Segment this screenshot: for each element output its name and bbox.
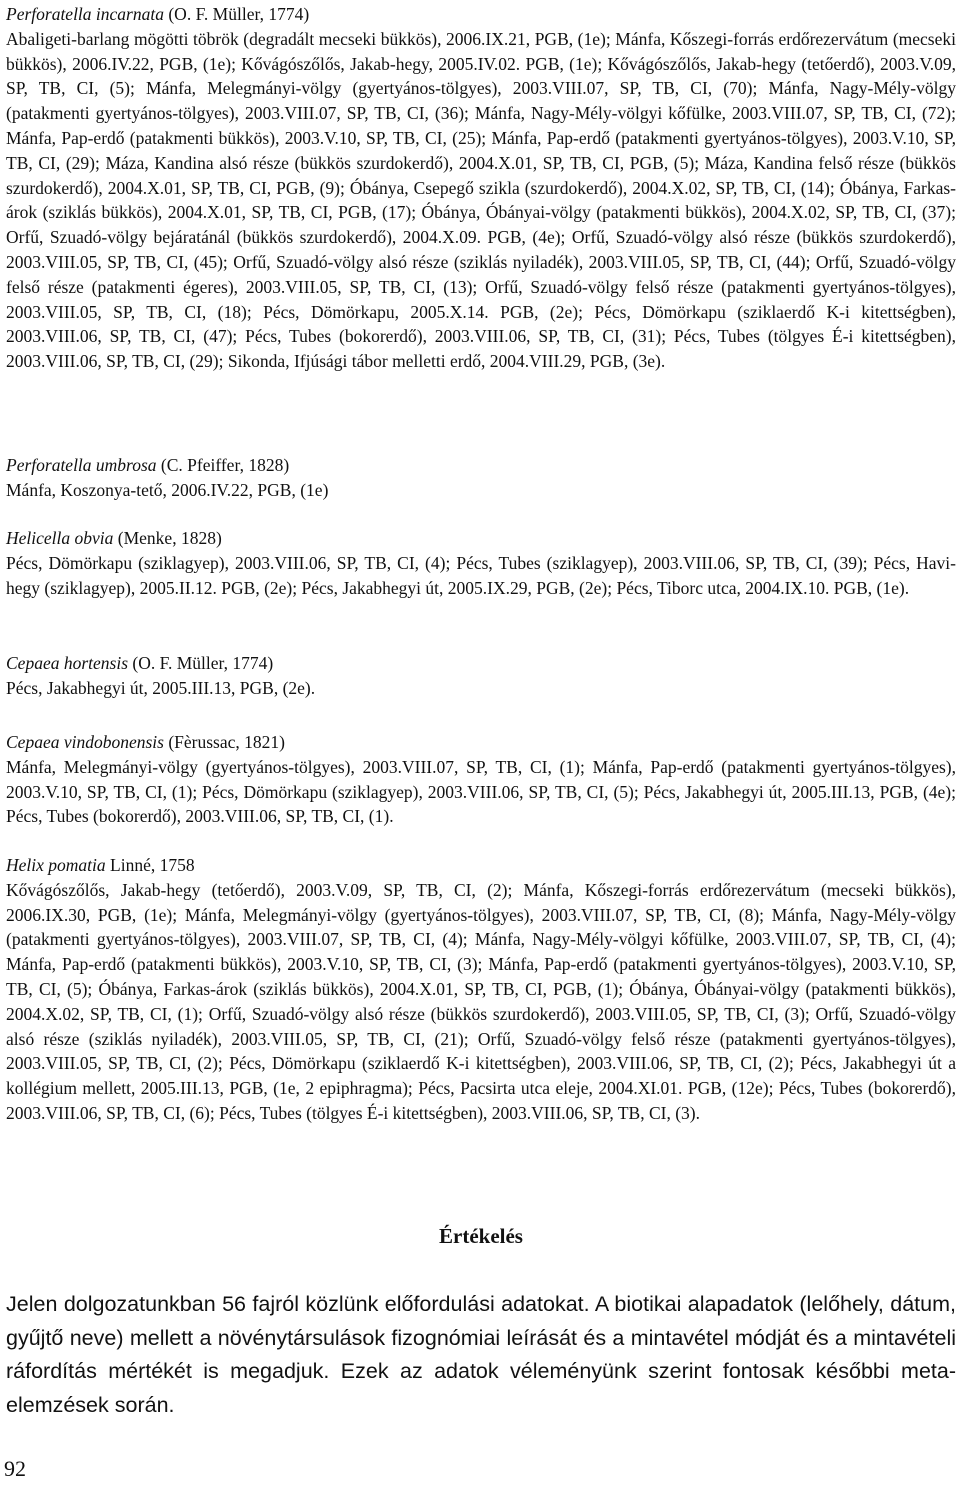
species-records: Pécs, Dömörkapu (sziklagyep), 2003.VIII.06, SP, TB, CI, (4); Pécs, Tubes (sziklagyep), 2003.VIII.06, SP, TB, CI, (39); Pécs, Havi-hegy (sziklagyep), 2005.II.12. PGB, (2e); Pécs, Jakabhegyi út, 2005.IX.29, PGB, (2e); Pécs, Tiborc utca, 2004.IX.10. PGB, (1e).	[6, 552, 956, 598]
species-heading	[6, 526, 956, 551]
species-name: Cepaea vindobonensis	[6, 732, 164, 752]
conclusion-paragraph: Jelen dolgozatunkban 56 fajról közlünk előfordulási adatokat. A biotikai alapadatok (lelőhely, dátum, gyűjtő neve) mellett a növénytársulások fizognómiai leírását és a mintavétel módját és a mintavételi ráfordítás mértékét is megadjuk. Ezek az adatok véleményünk szerint fontosak későbbi meta-elemzések során.	[6, 1292, 956, 1417]
species-records: Kővágószőlős, Jakab-hegy (tetőerdő), 2003.V.09, SP, TB, CI, (2); Mánfa, Kőszegi-forrás erdőrezervátum (mecseki bükkös), 2006.IX.30, PGB, (1e); Mánfa, Melegmányi-völgy (gyertyános-tölgyes), 2003.VIII.07, SP, TB, CI, (8); Mánfa, Nagy-Mély-völgy (patakmenti gyertyános-tölgyes), 2003.VIII.07, SP, TB, CI, (4); Mánfa, Nagy-Mély-völgyi kőfülke, 2003.VIII.07, SP, TB, CI, (4); Mánfa, Pap-erdő (patakmenti bükkös), 2003.V.10, SP, TB, CI, (3); Mánfa, Pap-erdő (patakmenti gyertyános-tölgyes), 2003.V.10, SP, TB, CI, (5); Óbánya, Farkas-árok (sziklás bükkös), 2004.X.01, SP, TB, CI, PGB, (1); Óbánya, Óbányai-völgy (patakmenti bükkös), 2004.X.02, SP, TB, CI, (1); Orfű, Szuadó-völgy alsó része (bükkös szurdokerdő), 2003.VIII.05, SP, TB, CI, (3); Orfű, Szuadó-völgy alsó része (sziklás nyiladék), 2003.VIII.05, SP, TB, CI, (21); Orfű, Szuadó-völgy felső része (patakmenti gyertyános-tölgyes), 2003.VIII.05, SP, TB, CI, (2); Pécs, Dömörkapu (sziklaerdő K-i kitettségben), 2003.VIII.06, SP, TB, CI, (2); Pécs, Jakabhegyi út a kollégium mellett, 2005.III.13, PGB, (1e, 2 epiphragma); Pécs, Pacsirta utca eleje, 2004.XI.01. PGB, (12e); Pécs, Tubes (bokorerdő), 2003.VIII.06, SP, TB, CI, (6); Pécs, Tubes (tölgyes É-i kitettségben), 2003.VIII.06, SP, TB, CI, (3).	[6, 879, 956, 1123]
species-records: Pécs, Jakabhegyi út, 2005.III.13, PGB, (2e).	[6, 677, 316, 698]
species-records: Mánfa, Melegmányi-völgy (gyertyános-tölgyes), 2003.VIII.07, SP, TB, CI, (1); Mánfa, Pap-erdő (patakmenti gyertyános-tölgyes), 2003.V.10, SP, TB, CI, (1); Pécs, Dömörkapu (sziklagyep), 2003.VIII.06, SP, TB, CI, (5); Pécs, Jakabhegyi út, 2005.III.13, PGB, (4e); Pécs, Tubes (bokorerdő), 2003.VIII.06, SP, TB, CI, (1).	[6, 756, 956, 827]
species-name: Helicella obvia	[6, 528, 114, 548]
species-author: (C. Pfeiffer, 1828)	[160, 455, 290, 475]
species-name: Perforatella incarnata	[6, 4, 164, 24]
species-entry	[6, 651, 956, 701]
species-name: Cepaea hortensis	[6, 653, 129, 673]
species-entry	[6, 730, 956, 829]
species-entry	[6, 2, 956, 374]
species-author: (Fèrussac, 1821)	[168, 732, 285, 752]
species-heading	[6, 453, 956, 478]
species-entry	[6, 853, 956, 1126]
species-author: (Menke, 1828)	[117, 528, 222, 548]
section-heading: Értékelés	[439, 1224, 523, 1248]
species-entry	[6, 453, 956, 503]
species-heading	[6, 2, 956, 27]
species-name: Perforatella umbrosa	[6, 455, 157, 475]
species-heading	[6, 853, 956, 878]
species-author: (O. F. Müller, 1774)	[132, 653, 274, 673]
species-records: Mánfa, Koszonya-tető, 2006.IV.22, PGB, (1e)	[6, 479, 329, 500]
species-name: Helix pomatia	[6, 855, 106, 875]
page-number: 92	[4, 1456, 26, 1481]
species-entry	[6, 526, 956, 600]
species-author: (O. F. Müller, 1774)	[168, 4, 310, 24]
species-records: Abaligeti-barlang mögötti töbrök (degradált mecseki bükkös), 2006.IX.21, PGB, (1e); Mánfa, Kőszegi-forrás erdőrezervátum (mecseki bükkös), 2006.IV.22, PGB, (1e); Kővágószőlős, Jakab-hegy, 2005.IV.02. PGB, (1e); Kővágószőlős, Jakab-hegy (tetőerdő), 2003.V.09, SP, TB, CI, (5); Mánfa, Melegmányi-völgy (gyertyános-tölgyes), 2003.VIII.07, SP, TB, CI, (70); Mánfa, Nagy-Mély-völgy (patakmenti gyertyános-tölgyes), 2003.VIII.07, SP, TB, CI, (36); Mánfa, Nagy-Mély-völgyi kőfülke, 2003.VIII.07, SP, TB, CI, (72); Mánfa, Pap-erdő (patakmenti bükkös), 2003.V.10, SP, TB, CI, (25); Mánfa, Pap-erdő (patakmenti gyertyános-tölgyes), 2003.V.10, SP, TB, CI, (29); Máza, Kandina alsó része (bükkös szurdokerdő), 2004.X.01, SP, TB, CI, PGB, (5); Máza, Kandina felső része (bükkös szurdokerdő), 2004.X.01, SP, TB, CI, PGB, (9); Óbánya, Csepegő szikla (szurdokerdő), 2004.X.02, SP, TB, CI, (14); Óbánya, Farkas-árok (sziklás bükkös), 2004.X.01, SP, TB, CI, PGB, (17); Óbánya, Óbányai-völgy (patakmenti bükkös), 2004.X.02, SP, TB, CI, (37); Orfű, Szuadó-völgy bejáratánál (bükkös szurdokerdő), 2004.X.09. PGB, (4e); Orfű, Szuadó-völgy alsó része (bükkös szurdokerdő), 2003.VIII.05, SP, TB, CI, (45); Orfű, Szuadó-völgy alsó része (sziklás nyiladék), 2003.VIII.05, SP, TB, CI, (44); Orfű, Szuadó-völgy felső része (patakmenti égeres), 2003.VIII.05, SP, TB, CI, (13); Orfű, Szuadó-völgy felső része (patakmenti gyertyános-tölgyes), 2003.VIII.05, SP, TB, CI, (18); Pécs, Dömörkapu, 2005.X.14. PGB, (2e); Pécs, Dömörkapu (sziklaerdő K-i kitettségben), 2003.VIII.06, SP, TB, CI, (47); Pécs, Tubes (bokorerdő), 2003.VIII.06, SP, TB, CI, (31); Pécs, Tubes (tölgyes É-i kitettségben), 2003.VIII.06, SP, TB, CI, (29); Sikonda, Ifjúsági tábor melletti erdő, 2004.VIII.29, PGB, (3e).	[6, 28, 956, 372]
species-author: Linné, 1758	[110, 855, 195, 875]
species-heading	[6, 651, 956, 676]
species-heading	[6, 730, 956, 755]
